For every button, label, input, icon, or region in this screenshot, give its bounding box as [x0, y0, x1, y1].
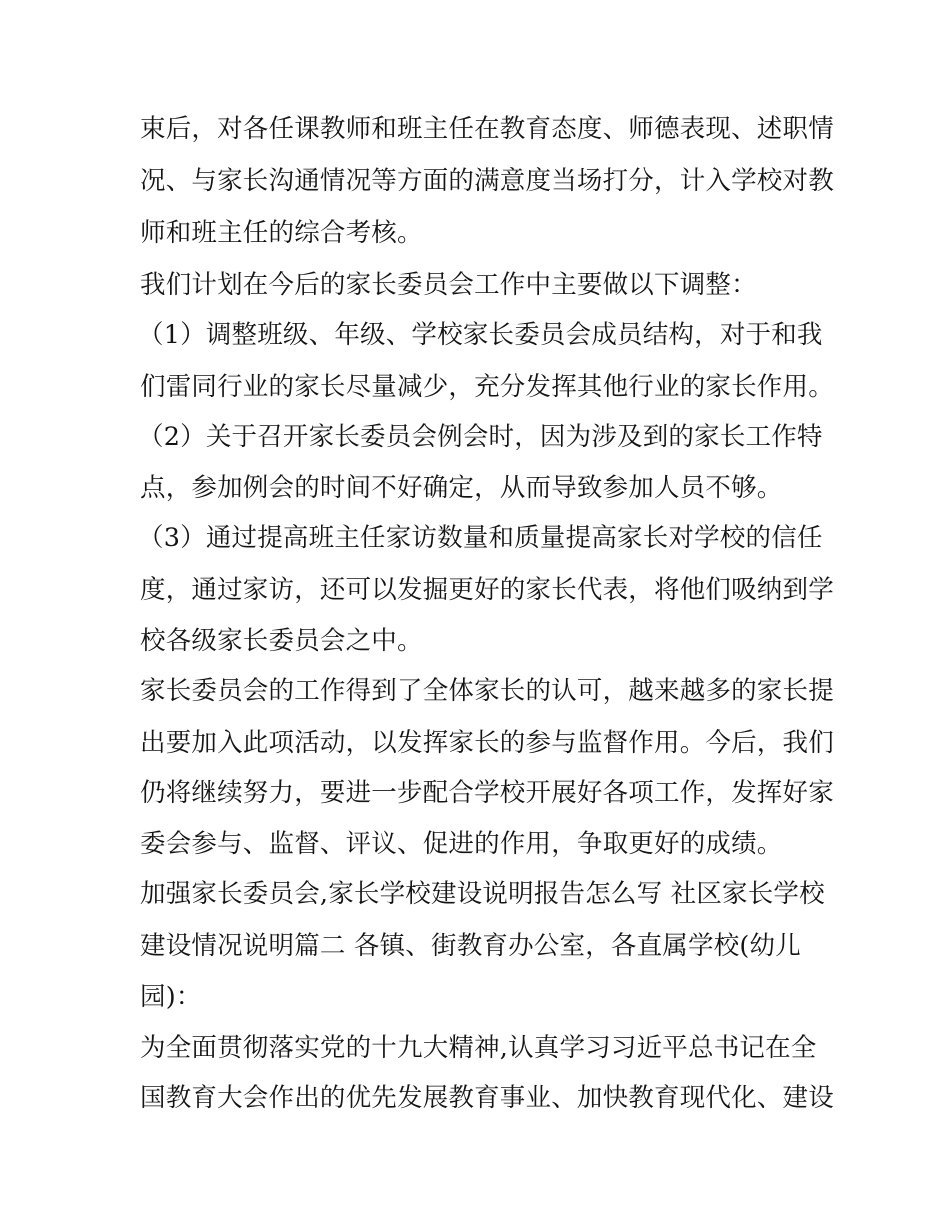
- text-line: 们雷同行业的家长尽量减少，充分发挥其他行业的家长作用。: [140, 372, 834, 402]
- text-line: 园)：: [140, 982, 202, 1012]
- text-line: 仍将继续努力，要进一步配合学校开展好各项工作，发挥好家: [140, 778, 834, 808]
- list-item-2: （2）关于召开家长委员会例会时，因为涉及到的家长工作特: [138, 422, 823, 452]
- text-line: 况、与家长沟通情况等方面的满意度当场打分，计入学校对教: [140, 166, 834, 196]
- text-line: 我们计划在今后的家长委员会工作中主要做以下调整：: [140, 270, 757, 300]
- text-line: 委会参与、监督、评议、促进的作用，争取更好的成绩。: [140, 829, 783, 859]
- text-line: 点，参加例会的时间不好确定，从而导致参加人员不够。: [140, 473, 783, 503]
- text-line: 加强家长委员会,家长学校建设说明报告怎么写 社区家长学校: [140, 879, 825, 909]
- text-line: 束后，对各任课教师和班主任在教育态度、师德表现、述职情: [140, 114, 834, 144]
- list-item-3: （3）通过提高班主任家访数量和质量提高家长对学校的信任: [138, 523, 823, 553]
- text-line: 师和班主任的综合考核。: [140, 218, 423, 248]
- text-line: 校各级家长委员会之中。: [140, 626, 423, 656]
- text-line: 度，通过家访，还可以发掘更好的家长代表，将他们吸纳到学: [140, 575, 834, 605]
- list-item-1: （1）调整班级、年级、学校家长委员会成员结构，对于和我: [138, 320, 823, 350]
- text-line: 建设情况说明篇二 各镇、街教育办公室，各直属学校(幼儿: [140, 931, 801, 961]
- text-line: 国教育大会作出的优先发展教育事业、加快教育现代化、建设: [140, 1083, 834, 1113]
- text-line: 出要加入此项活动，以发挥家长的参与监督作用。今后，我们: [140, 728, 834, 758]
- text-line: 家长委员会的工作得到了全体家长的认可，越来越多的家长提: [140, 676, 834, 706]
- text-line: 为全面贯彻落实党的十九大精神,认真学习习近平总书记在全: [140, 1033, 817, 1063]
